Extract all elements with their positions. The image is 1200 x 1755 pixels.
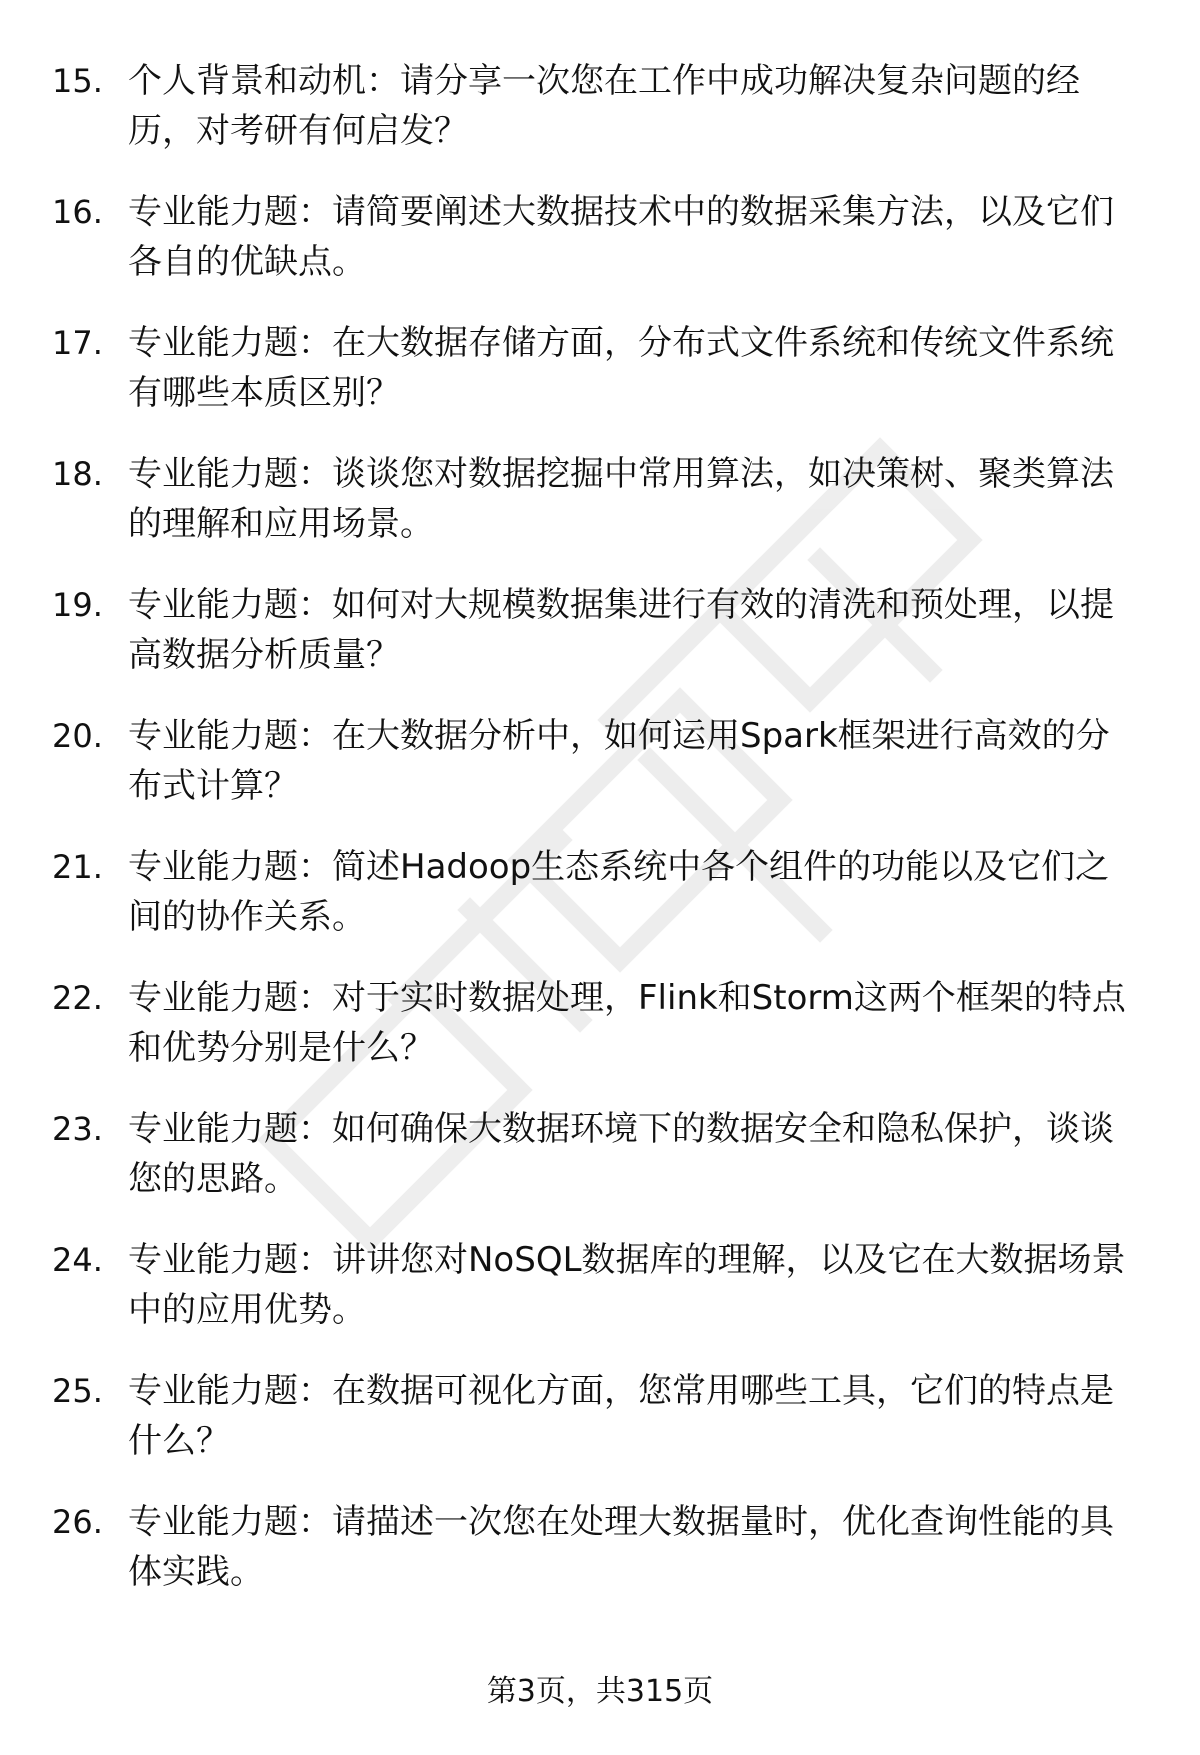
- question-text: 个人背景和动机：请分享一次您在工作中成功解决复杂问题的经历，对考研有何启发？: [128, 61, 1080, 151]
- question-item-24: [52, 1235, 1142, 1366]
- page-number-label: 第3页，共315页: [486, 1674, 714, 1709]
- question-item-18: [52, 449, 1142, 580]
- question-list: [52, 56, 1142, 1628]
- question-text: 专业能力题：在大数据分析中，如何运用Spark框架进行高效的分布式计算？: [128, 716, 1110, 806]
- question-item-16: [52, 187, 1142, 318]
- question-item-17: [52, 318, 1142, 449]
- question-number: 20.: [52, 717, 103, 755]
- question-number: 26.: [52, 1503, 103, 1541]
- question-text: 专业能力题：如何对大规模数据集进行有效的清洗和预处理，以提高数据分析质量？: [128, 585, 1114, 675]
- question-number: 23.: [52, 1110, 103, 1148]
- question-number: 16.: [52, 193, 103, 231]
- question-number: 18.: [52, 455, 103, 493]
- question-text: 专业能力题：简述Hadoop生态系统中各个组件的功能以及它们之间的协作关系。: [128, 847, 1110, 937]
- question-number: 19.: [52, 586, 103, 624]
- question-item-20: [52, 711, 1142, 842]
- question-number: 22.: [52, 979, 103, 1017]
- question-text: 专业能力题：谈谈您对数据挖掘中常用算法，如决策树、聚类算法的理解和应用场景。: [128, 454, 1114, 544]
- question-text: 专业能力题：请简要阐述大数据技术中的数据采集方法，以及它们各自的优缺点。: [128, 192, 1114, 282]
- question-item-21: [52, 842, 1142, 973]
- question-text: 专业能力题：讲讲您对NoSQL数据库的理解，以及它在大数据场景中的应用优势。: [128, 1240, 1126, 1330]
- question-text: 专业能力题：请描述一次您在处理大数据量时，优化查询性能的具体实践。: [128, 1502, 1114, 1592]
- question-number: 25.: [52, 1372, 103, 1410]
- question-item-22: [52, 973, 1142, 1104]
- question-text: 专业能力题：在大数据存储方面，分布式文件系统和传统文件系统有哪些本质区别？: [128, 323, 1114, 413]
- question-number: 24.: [52, 1241, 103, 1279]
- question-text: 专业能力题：对于实时数据处理，Flink和Storm这两个框架的特点和优势分别是什么？: [128, 978, 1126, 1068]
- question-text: 专业能力题：如何确保大数据环境下的数据安全和隐私保护，谈谈您的思路。: [128, 1109, 1114, 1199]
- question-item-19: [52, 580, 1142, 711]
- question-item-25: [52, 1366, 1142, 1497]
- question-item-26: [52, 1497, 1142, 1628]
- question-number: 17.: [52, 324, 103, 362]
- page-footer: [0, 1672, 1200, 1712]
- question-number: 15.: [52, 62, 103, 100]
- question-item-15: [52, 56, 1142, 187]
- question-text: 专业能力题：在数据可视化方面，您常用哪些工具，它们的特点是什么？: [128, 1371, 1114, 1461]
- question-number: 21.: [52, 848, 103, 886]
- question-item-23: [52, 1104, 1142, 1235]
